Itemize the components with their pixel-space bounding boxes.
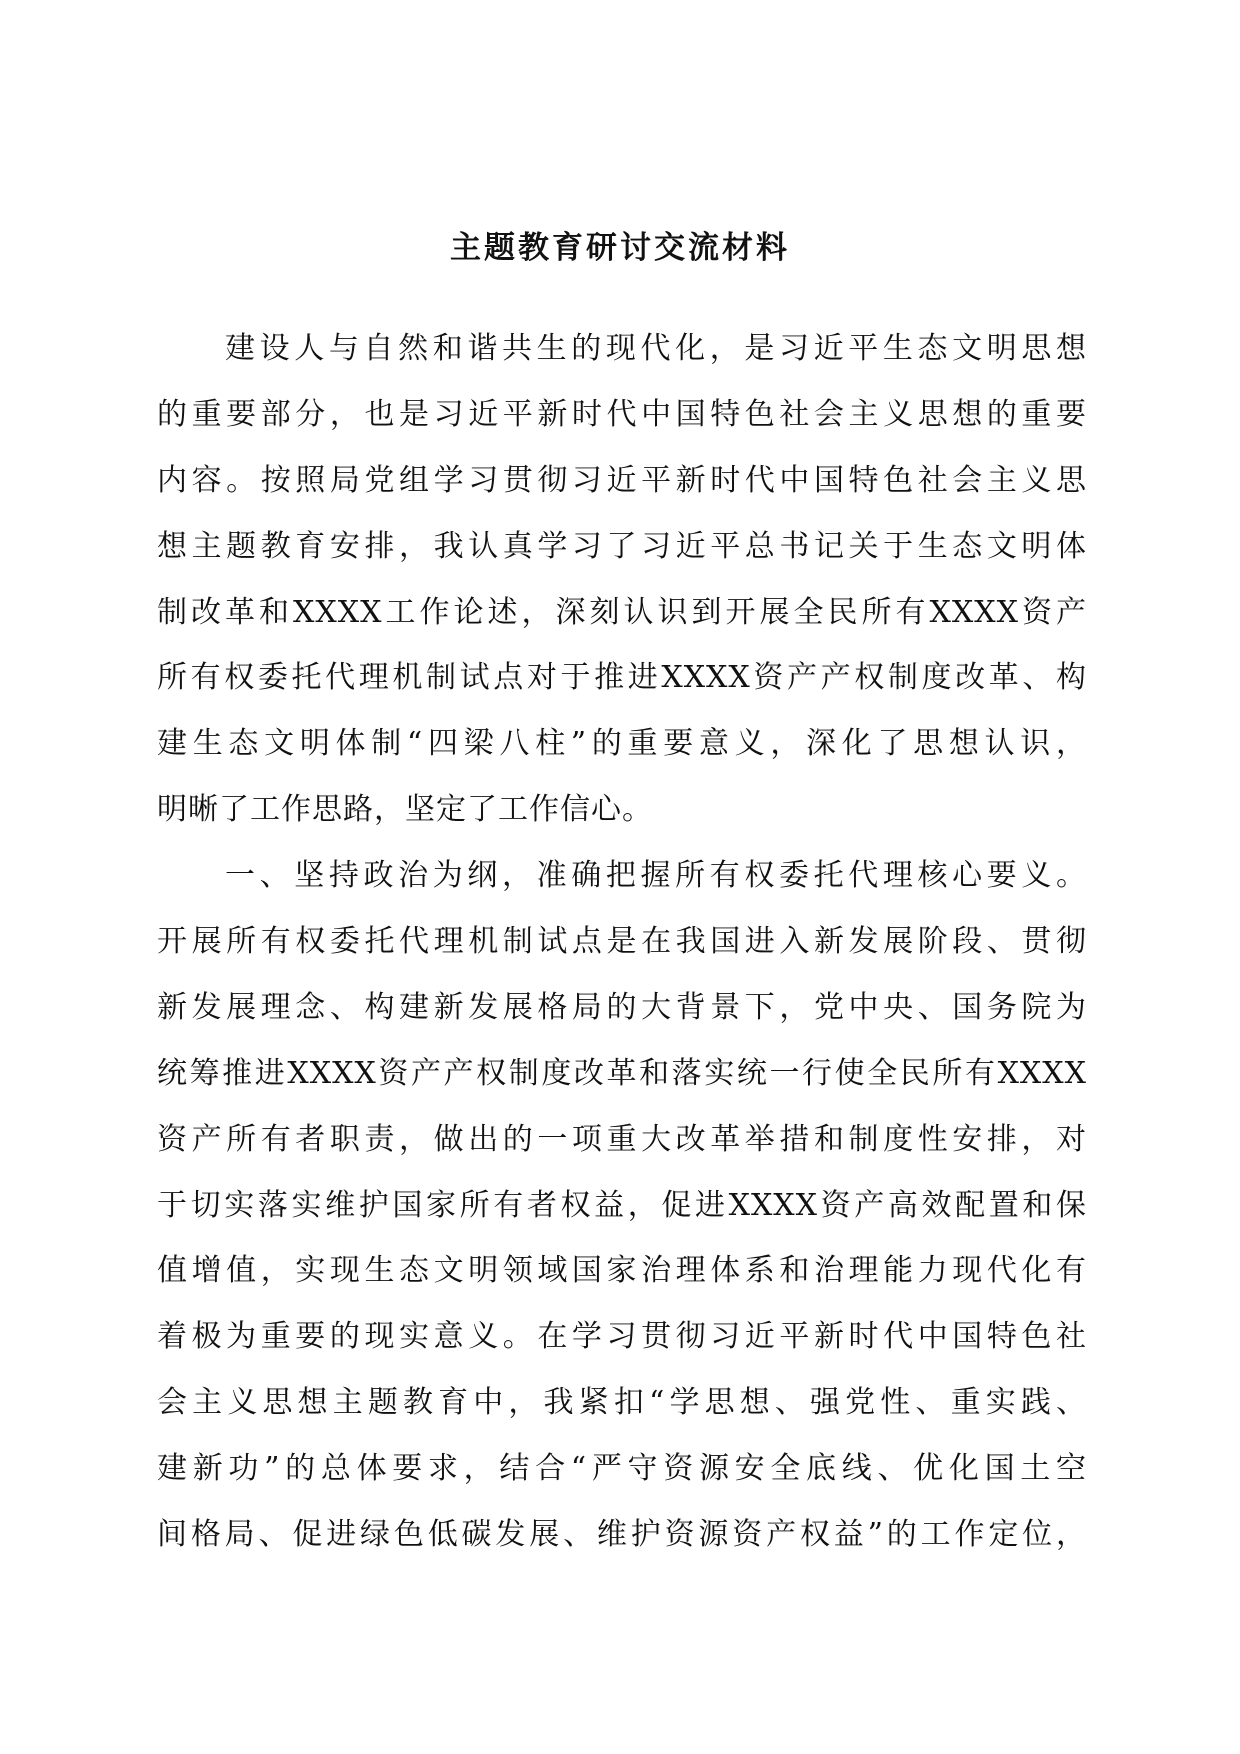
- paragraph-1-line-4: 想主题教育安排，我认真学习了习近平总书记关于生态文明体: [157, 528, 1087, 564]
- paragraph-1-line-2: 的重要部分，也是习近平新时代中国特色社会主义思想的重要: [157, 396, 1087, 432]
- document-title: 主题教育研讨交流材料: [450, 230, 790, 266]
- paragraph-1-line-7: 建生态文明体制“四梁八柱”的重要意义，深化了思想认识，: [157, 726, 1087, 762]
- paragraph-1-line-3: 内容。按照局党组学习贯彻习近平新时代中国特色社会主义思: [157, 462, 1087, 498]
- paragraph-2-line-3: 统筹推进XXXX资产产权制度改革和落实统一行使全民所有XXXX: [157, 1055, 1087, 1091]
- paragraph-1-line-1: 建设人与自然和谐共生的现代化，是习近平生态文明思想: [225, 331, 1087, 366]
- paragraph-2-line-5: 于切实落实维护国家所有者权益，促进XXXX资产高效配置和保: [157, 1187, 1087, 1223]
- paragraph-2-line-10: 间格局、促进绿色低碳发展、维护资源资产权益”的工作定位，: [157, 1517, 1087, 1553]
- paragraph-2-line-9: 建新功”的总体要求，结合“严守资源安全底线、优化国土空: [157, 1451, 1087, 1487]
- paragraph-1-line-5: 制改革和XXXX工作论述，深刻认识到开展全民所有XXXX资产: [157, 594, 1087, 630]
- paragraph-2-line-4: 资产所有者职责，做出的一项重大改革举措和制度性安排，对: [157, 1121, 1087, 1157]
- paragraph-1-line-6: 所有权委托代理机制试点对于推进XXXX资产产权制度改革、构: [157, 660, 1087, 696]
- section-heading-1: 一、坚持政治为纲，准确把握所有权委托代理核心要义。: [225, 858, 1087, 894]
- document-body: [157, 316, 1087, 1568]
- paragraph-2-line-2: 新发展理念、构建新发展格局的大背景下，党中央、国务院为: [157, 989, 1087, 1025]
- paragraph-2-line-8: 会主义思想主题教育中，我紧扣“学思想、强党性、重实践、: [157, 1385, 1087, 1421]
- paragraph-2-line-6: 值增值，实现生态文明领域国家治理体系和治理能力现代化有: [157, 1253, 1087, 1289]
- paragraph-2-line-1: 开展所有权委托代理机制试点是在我国进入新发展阶段、贯彻: [157, 924, 1087, 960]
- paragraph-2-line-7: 着极为重要的现实意义。在学习贯彻习近平新时代中国特色社: [157, 1319, 1087, 1355]
- paragraph-1-line-8: 明晰了工作思路，坚定了工作信心。: [157, 792, 653, 828]
